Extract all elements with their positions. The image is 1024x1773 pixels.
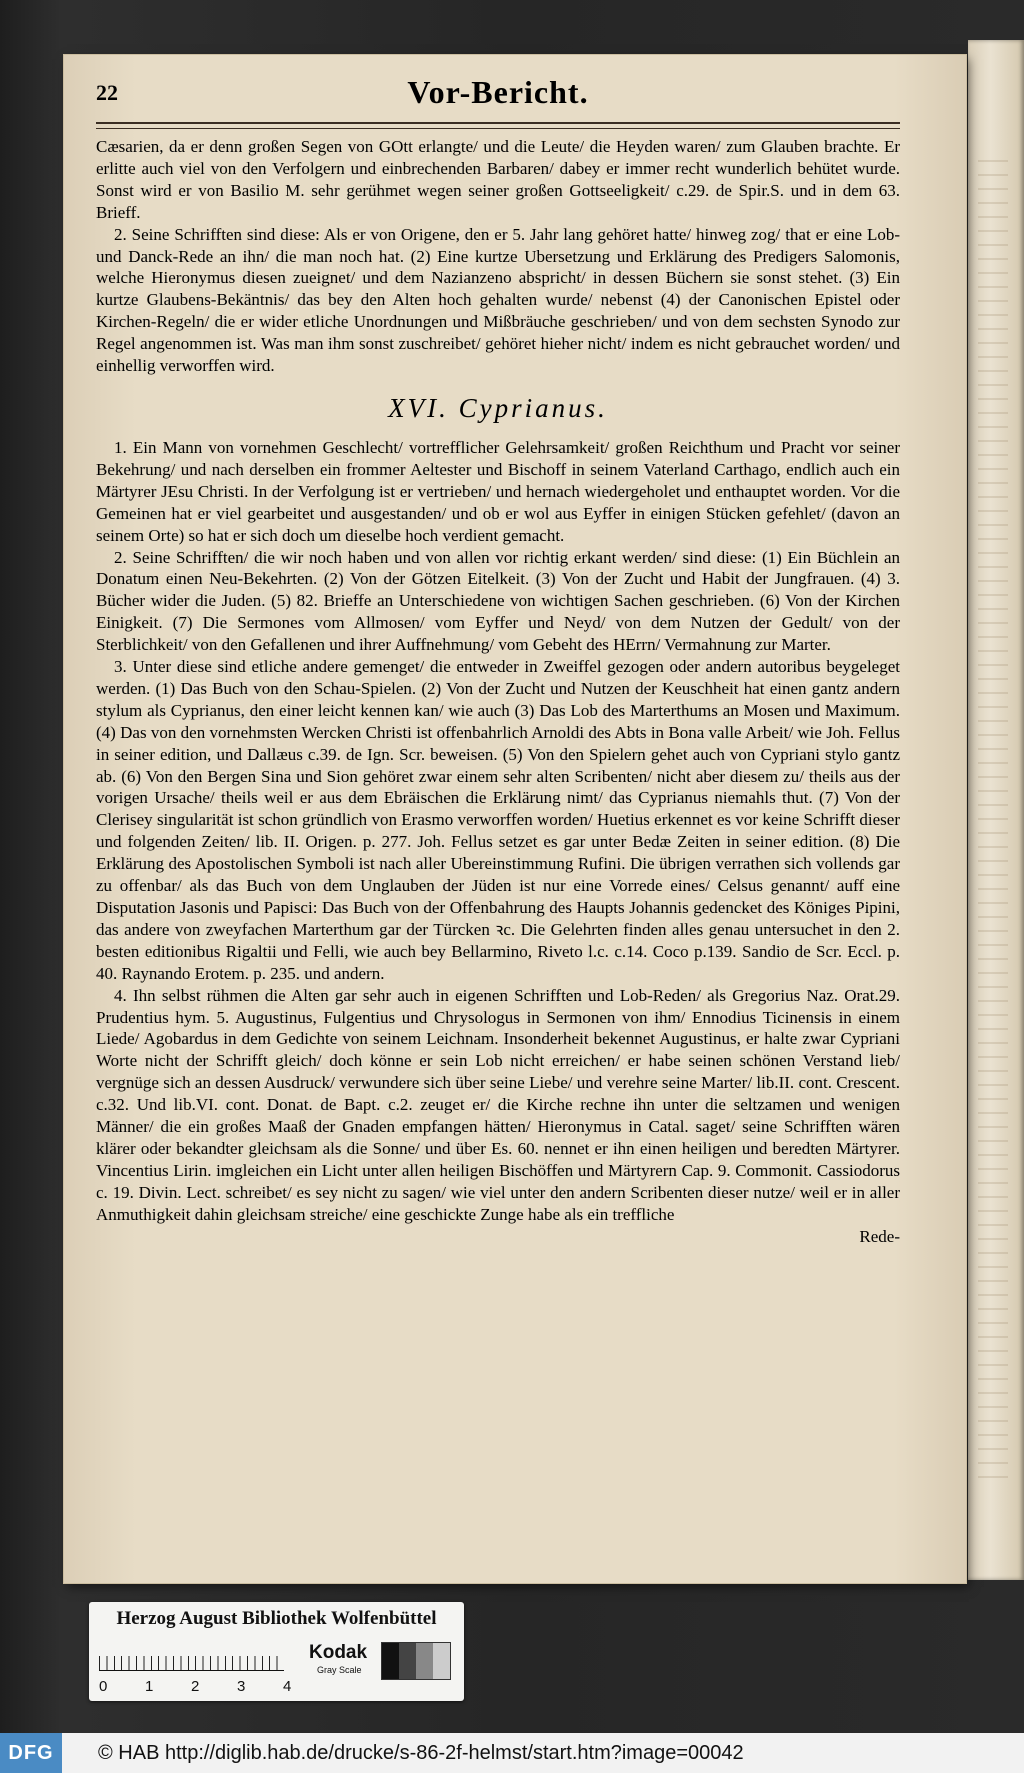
paragraph: 4. Ihn selbst rühmen die Alten gar sehr auch in eigenen Schrifften und Lob-Reden/ als Gregorius Naz. Orat.29. Prudentius hym. 5. Augustinus, Fulgentius und Chrysologus in Sermonen von ihm/ Ennodius Ticinensis in einem Liede/ Agobardus in dem Gedichte von seinem Leichnam. Insonderheit bekennet Augustinus, er halte zwar Cypriani Worte nicht der Schrifft gleich/ doch könne er sein Lob nicht erreichen/ er habe seinen schönen Verstand lieb/ vergnüge sich an dessen Ausdruck/ verwundere sich über seine Liebe/ und verehre seine Marter/ lib.II. cont. Crescent. c.32. Und lib.VI. cont. Donat. de Bapt. c.2. zeuget er/ die Kirche rechne ihn unter die seltzamen und wenigen Männer/ die ein großes Maaß der Gnaden empfangen hätten/ Hieronymus in Catal. saget/ seine Schrifften wären klärer oder bekandter gleichsam als die Sonne/ und über Es. 60. nennet er ihn einen heiligen und beredten Märtyrer. Vincentius Lirin. imgleichen ein Licht unter allen heiligen Bischöffen und Märtyrern Cap. 9. Commonit. Cassiodorus c. 19. Divin. Lect. schreibet/ es sey nicht zu sagen/ wie viel unter den andern Scribenten dieser nutze/ weil er in aller Anmuthigkeit dahin gleichsam streiche/ eine geschickte Zunge habe als ein treffliche bbox=[96, 985, 900, 1224]
copyright-link[interactable]: © HAB http://diglib.hab.de/drucke/s-86-2f-helmst/start.htm?image=00042 bbox=[98, 1741, 744, 1764]
page-header bbox=[96, 72, 900, 124]
ruler-number: 0 bbox=[99, 1678, 108, 1695]
dfg-logo: DFG bbox=[0, 1733, 62, 1773]
ruler-number: 3 bbox=[237, 1678, 246, 1695]
facing-page-edge bbox=[968, 40, 1024, 1580]
paragraph: 1. Ein Mann von vornehmen Geschlecht/ vortrefflicher Gelehrsamkeit/ großen Reichthum und Pracht vor seiner Bekehrung/ und nach derselben ein frommer Aeltester und Bischoff in seinem Vaterland Carthago, endlich auch ein Märtyrer JEsu Christi. In der Verfolgung ist er vertrieben/ und hernach wiedergeholet und enthauptet worden. Vor die Gemeinen hat er viel gearbeitet und ausgestanden/ und ob er wol aus Eyffer in einigen Stücken gefehlet/ (davon an seinem Orte) so hat er sich doch um dieselbe hoch verdient gemacht. bbox=[96, 437, 900, 545]
library-name: Herzog August Bibliothek Wolfenbüttel bbox=[116, 1608, 437, 1629]
page-number: 22 bbox=[96, 80, 118, 105]
paragraph: 2. Seine Schrifften/ die wir noch haben und von allen vor richtig erkant werden/ sind diese: (1) Ein Büchlein an Donatum einen Neu-Bekehrten. (2) Von der Götzen Eitelkeit. (3) Von der Zucht und Habit der Jungfrauen. (4) 3. Bücher wider die Juden. (5) 82. Brieffe an Unterschiedene von wichtigen Sachen geschrieben. (6) Von der Kirchen Einigkeit. (7) Die Sermones vom Allmosen/ vom Eyffer und Neyd/ von dem Nutzen der Gedult/ von der Sterblichkeit/ von den Gefallenen und ihrer Auffnehmung/ vom Gebeht des HErrn/ Vermahnung zur Marter. bbox=[96, 547, 900, 655]
ruler-number: 2 bbox=[191, 1678, 200, 1695]
gray-patch bbox=[416, 1643, 433, 1679]
library-color-card bbox=[89, 1602, 464, 1701]
ruler-number: 4 bbox=[283, 1678, 292, 1695]
running-title: Vor-Bericht. bbox=[407, 74, 589, 110]
paragraph: 3. Unter diese sind etliche andere gemenget/ die entweder in Zweiffel gezogen oder andern autoribus beygeleget werden. (1) Das Buch von den Schau-Spielen. (2) Von der Zucht und Nutzen der Keuschheit hat einen gantz andern stylum als Cyprianus, den einer leicht kennen kan/ wie auch (3) Das Lob des Marterthums an Mosen und Maximum. (4) Das von den vornehmsten Wercken Christi ist offenbahrlich Arnoldi des Abts in Bona valle Arbeit/ wie Joh. Fellus in seiner edition, und Dallæus c.39. de Ign. Scr. beweisen. (5) Von den Spielern gehet auch von Cypriani stylo gantz ab. (6) Von den Bergen Sina und Sion gehöret zwar einem sehr alten Scribenten/ nicht aber diesem zu/ theils aus der vorigen Ursache/ theils weil er aus dem Ebräischen die Erklärung nimt/ das Cyprianus niemahls thut. (7) Von der Clerisey singularität ist schon gründlich von Erasmo verworffen worden/ Huetius erkennet es vor keine Schrifft dieser und folgenden Zeiten/ lib. II. Origen. p. 277. Joh. Fellus setzet es gar unter Bedæ Zeiten in seiner edition. (8) Die Erklärung des Apostolischen Symboli ist nach aller Ubereinstimmung Rufini. Die übrigen verrathen sich vollends gar zu offenbar/ als das Buch von dem Unglauben der Jüden ist nur eine Vorrede eines/ Celsus genannt/ auff eine Disputation Jasonis und Papisci: Das Buch von der Offenbahrung des Haupts Johannis gedencket des Königes Pipini, das andere von zweyfachen Marterthum gar der Türcken ꝛc. Die Gelehrten finden alles genau untersuchet in den 2. besten editionibus Rigaltii und Felli, wie auch bey Bellarmino, Riveto l.c. c.14. Coco p.139. Sandio de Scr. Eccl. p. 40. Raynando Erotem. p. 235. und andern. bbox=[96, 657, 900, 983]
gray-scale-patches bbox=[381, 1642, 451, 1680]
paragraph: 2. Seine Schrifften sind diese: Als er von Origene, den er 5. Jahr lang gehöret hatte/ hinweg zog/ that er eine Lob- und Danck-Rede an ihn/ die man noch hat. (2) Eine kurtze Ubersetzung und Erklärung des Predigers Salomonis, welche Hieronymus diesen zueignet/ und dem Nazianzeno abspricht/ in dessen Büchern sie sonst stehet. (3) Ein kurtze Glaubens-Bekäntnis/ das bey den Alten hoch gehalten wurde/ nebenst (4) der Canonischen Epistel oder Kirchen-Regeln/ die er wider etliche Unordnungen und Mißbräuche geschrieben/ und von dem sechsten Synodo zur Regel angenommen ist. Was man ihm sonst zuschreibet/ gehöret hieher nicht/ indem es nicht gebrauchet worden/ und einhellig verworffen wird. bbox=[96, 224, 900, 376]
viewer-footer bbox=[0, 1733, 1024, 1773]
paragraph: Cæsarien, da er denn großen Segen von GOtt erlangte/ und die Leute/ die Heyden waren/ zum Glauben brachte. Er erlitte auch viel von den Verfolgern und einbrechenden Barbaren/ dabey er immer recht wunderlich behütet wurde. Sonst wird er von Basilio M. sehr gerühmet wegen seiner großen Gottseeligkeit/ c.29. de Spir.S. und in dem 63. Brieff. bbox=[96, 137, 900, 222]
facing-page-lines bbox=[978, 160, 1008, 1480]
kodak-logo: Kodak bbox=[309, 1642, 368, 1663]
ruler-number: 1 bbox=[145, 1678, 154, 1695]
section-heading: XVI. Cyprianus. bbox=[388, 392, 608, 423]
gray-patch bbox=[382, 1643, 399, 1679]
header-rule bbox=[96, 128, 900, 129]
catchword: Rede- bbox=[859, 1226, 900, 1246]
body-text bbox=[96, 136, 900, 1248]
gray-patch bbox=[399, 1643, 416, 1679]
ruler-scale bbox=[99, 1642, 284, 1671]
kodak-subtitle: Gray Scale bbox=[317, 1665, 362, 1675]
gray-patch bbox=[433, 1643, 450, 1679]
